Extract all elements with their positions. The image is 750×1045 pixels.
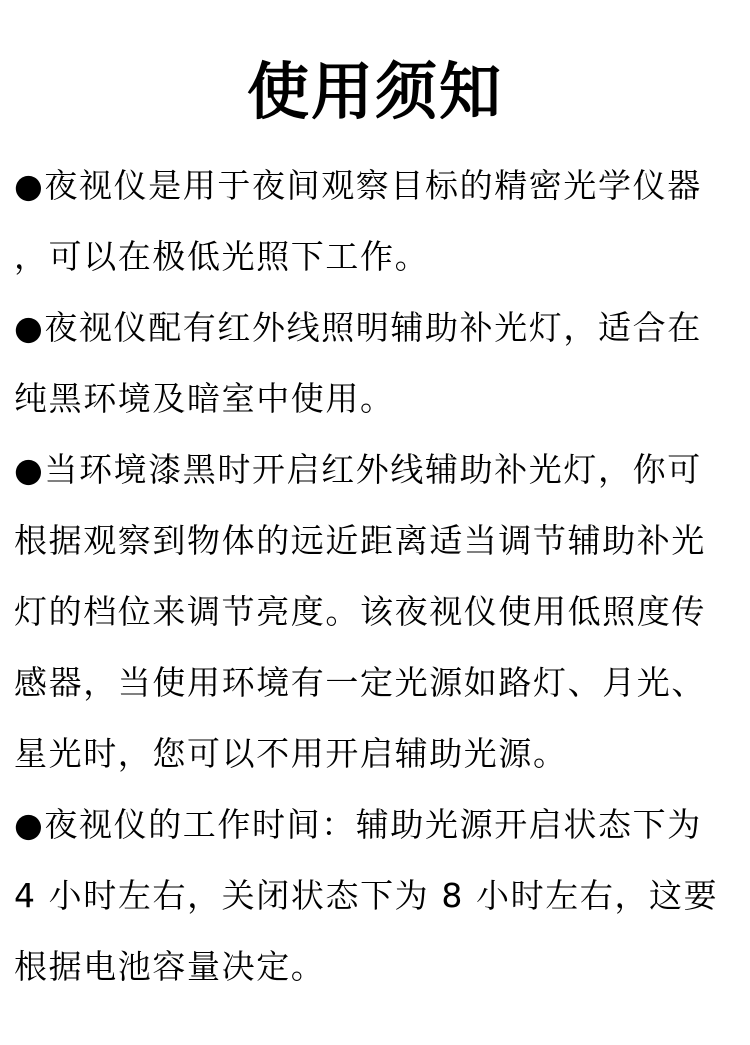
text-line: 星光时，您可以不用开启辅助光源。 (14, 734, 568, 773)
text-line: ●当环境漆黑时开启红外线辅助补光灯，你可 (14, 450, 702, 489)
page-title: 使用须知 (246, 55, 503, 128)
text-line: 灯的档位来调节亮度。该夜视仪使用低照度传 (14, 592, 706, 631)
text-line: ●夜视仪配有红外线照明辅助补光灯，适合在 (14, 308, 702, 347)
text-line: ●夜视仪是用于夜间观察目标的精密光学仪器 (14, 166, 702, 205)
text-line: 纯黑环境及暗室中使用。 (14, 379, 395, 418)
text-line: 感器，当使用环境有一定光源如路灯、月光、 (14, 663, 706, 702)
text-line: 根据电池容量决定。 (14, 947, 326, 986)
text-line: 根据观察到物体的远近距离适当调节辅助补光 (14, 521, 706, 560)
text-line: ●夜视仪的工作时间：辅助光源开启状态下为 (14, 805, 702, 844)
text-line: ，可以在极低光照下工作。 (14, 237, 430, 276)
text-line: 4 小时左右，关闭状态下为 8 小时左右，这要 (14, 876, 719, 915)
usage-notes-text (14, 150, 740, 1002)
